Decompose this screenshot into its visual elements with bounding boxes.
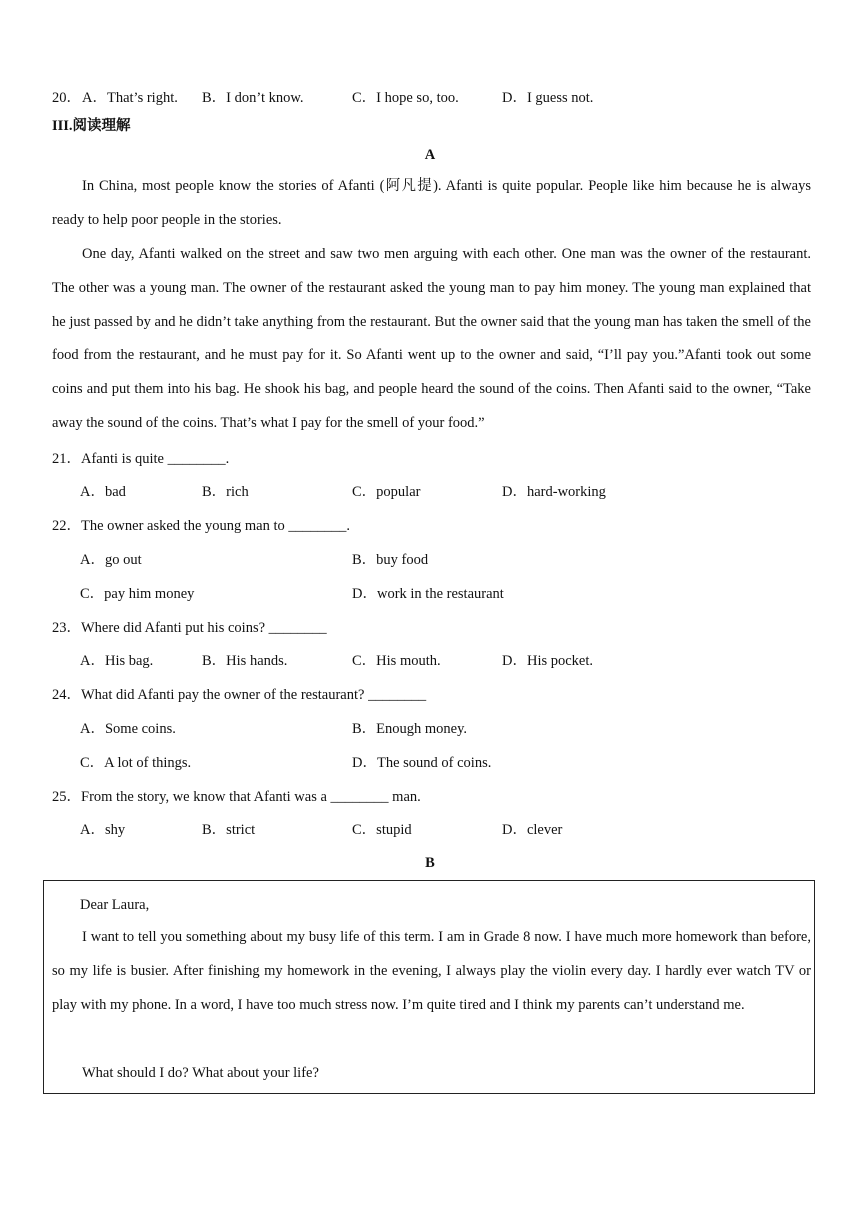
question-20-option-d: D．I guess not. <box>502 90 594 106</box>
section-heading: III.阅读理解 <box>52 118 131 134</box>
question-25-option-c: C．stupid <box>352 822 412 838</box>
question-21-stem: 21．Afanti is quite ________. <box>52 451 230 467</box>
question-24-option-a: A．Some coins. <box>80 721 176 737</box>
question-23-option-b: B．His hands. <box>202 653 288 669</box>
letter-body-text: I want to tell you something about my busy life of this term. I am in Grade 8 now. I have much more homework than before, so my life is busier. After finishing my homework in the evening, I always play the violin every day. I hardly ever watch TV or play with my phone. In a word, I have too much stress now. I’m quite tired and I think my parents can’t understand me. <box>52 929 811 1013</box>
question-25-stem: 25．From the story, we know that Afanti was a ________ man. <box>52 789 421 805</box>
question-21-option-d: D．hard-working <box>502 484 606 500</box>
question-22-option-b: B．buy food <box>352 552 429 568</box>
passage-a-title: A <box>424 147 436 163</box>
question-23-option-c: C．His mouth. <box>352 653 441 669</box>
question-20-option-c: C．I hope so, too. <box>352 90 459 106</box>
passage-a-paragraph-1 <box>52 170 811 238</box>
question-23-option-d: D．His pocket. <box>502 653 594 669</box>
question-25-option-b: B．strict <box>202 822 256 838</box>
letter-greeting: Dear Laura, <box>80 897 150 913</box>
question-24-option-d: D．The sound of coins. <box>352 755 492 771</box>
question-24-option-b: B．Enough money. <box>352 721 468 737</box>
question-20-number: 20． <box>52 90 81 106</box>
question-22-option-d: D．work in the restaurant <box>352 586 504 602</box>
question-22-stem: 22．The owner asked the young man to ________. <box>52 518 351 534</box>
question-20-option-a: A．That’s right. <box>82 90 178 106</box>
letter-closing: What should I do? What about your life? <box>82 1065 319 1081</box>
question-25-option-a: A．shy <box>80 822 126 838</box>
passage-a-paragraph-2 <box>52 238 811 441</box>
question-20-option-b: B．I don’t know. <box>202 90 304 106</box>
passage-a-paragraph-1-text: In China, most people know the stories of Afanti (阿凡提). Afanti is quite popular. People like him because he is always ready to help poor people in the stories. <box>52 178 811 228</box>
passage-a-paragraph-2-text: One day, Afanti walked on the street and saw two men arguing with each other. One man was the owner of the restaurant. The other was a young man. The owner of the restaurant asked the young man to pay him money. The young man explained that he just passed by and he didn’t take anything from the restaurant. But the owner said that the young man has taken the smell of the food from the restaurant, and he must pay for it. So Afanti went up to the owner and said, “I’ll pay you.”Afanti took out some coins and put them into his bag. He shook his bag, and people heard the sound of the coins. Then Afanti said to the owner, “Take away the sound of the coins. That’s what I pay for the smell of your food.” <box>52 246 811 431</box>
question-22-option-a: A．go out <box>80 552 142 568</box>
question-24-option-c: C．A lot of things. <box>80 755 192 771</box>
question-25-option-d: D．clever <box>502 822 563 838</box>
question-24-stem: 24．What did Afanti pay the owner of the restaurant? ________ <box>52 687 427 703</box>
question-21-option-c: C．popular <box>352 484 421 500</box>
question-21-option-b: B．rich <box>202 484 249 500</box>
question-21-option-a: A．bad <box>80 484 126 500</box>
question-23-stem: 23．Where did Afanti put his coins? ________ <box>52 620 327 636</box>
question-22-option-c: C．pay him money <box>80 586 195 602</box>
question-23-option-a: A．His bag. <box>80 653 154 669</box>
passage-b-title: B <box>425 855 435 871</box>
letter-body <box>52 921 811 1022</box>
